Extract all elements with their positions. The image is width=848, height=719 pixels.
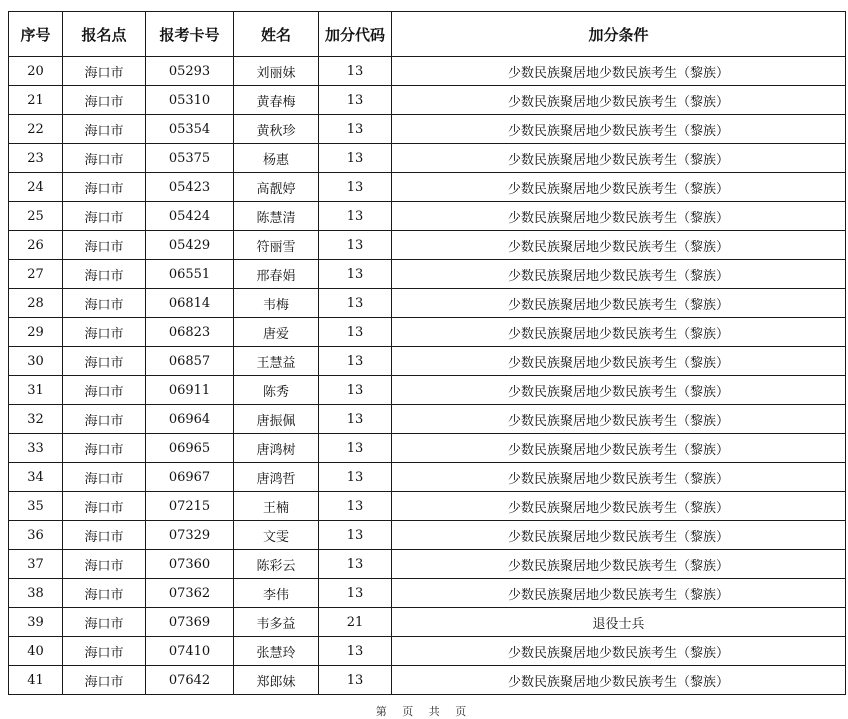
cell-registration-site: 海口市 <box>63 144 146 173</box>
table-row <box>9 202 846 231</box>
cell-bonus-code: 13 <box>319 318 392 347</box>
cell-registration-site: 海口市 <box>63 521 146 550</box>
table-row <box>9 405 846 434</box>
table-row <box>9 666 846 695</box>
cell-exam-card-number: 05354 <box>146 115 234 144</box>
cell-serial-number: 33 <box>9 434 63 463</box>
cell-bonus-condition: 少数民族聚居地少数民族考生（黎族） <box>392 86 846 115</box>
cell-exam-card-number: 07362 <box>146 579 234 608</box>
cell-name: 韦多益 <box>234 608 319 637</box>
cell-name: 王楠 <box>234 492 319 521</box>
cell-bonus-condition: 少数民族聚居地少数民族考生（黎族） <box>392 405 846 434</box>
cell-name: 陈秀 <box>234 376 319 405</box>
cell-name: 郑郎妹 <box>234 666 319 695</box>
cell-bonus-code: 13 <box>319 666 392 695</box>
cell-bonus-condition: 少数民族聚居地少数民族考生（黎族） <box>392 173 846 202</box>
cell-name: 韦梅 <box>234 289 319 318</box>
header-bonus-code: 加分代码 <box>319 12 392 57</box>
cell-serial-number: 39 <box>9 608 63 637</box>
cell-exam-card-number: 07369 <box>146 608 234 637</box>
cell-bonus-condition: 少数民族聚居地少数民族考生（黎族） <box>392 260 846 289</box>
table-row <box>9 376 846 405</box>
cell-exam-card-number: 07410 <box>146 637 234 666</box>
cell-serial-number: 20 <box>9 57 63 86</box>
cell-bonus-condition: 少数民族聚居地少数民族考生（黎族） <box>392 347 846 376</box>
cell-serial-number: 23 <box>9 144 63 173</box>
cell-serial-number: 38 <box>9 579 63 608</box>
cell-bonus-condition: 少数民族聚居地少数民族考生（黎族） <box>392 144 846 173</box>
cell-registration-site: 海口市 <box>63 231 146 260</box>
cell-name: 刘丽妹 <box>234 57 319 86</box>
cell-bonus-code: 13 <box>319 637 392 666</box>
cell-exam-card-number: 06964 <box>146 405 234 434</box>
cell-registration-site: 海口市 <box>63 579 146 608</box>
cell-registration-site: 海口市 <box>63 289 146 318</box>
cell-bonus-code: 13 <box>319 521 392 550</box>
header-serial-number: 序号 <box>9 12 63 57</box>
cell-exam-card-number: 06967 <box>146 463 234 492</box>
cell-registration-site: 海口市 <box>63 376 146 405</box>
cell-name: 李伟 <box>234 579 319 608</box>
cell-registration-site: 海口市 <box>63 57 146 86</box>
table-row <box>9 57 846 86</box>
cell-exam-card-number: 05429 <box>146 231 234 260</box>
table-row <box>9 579 846 608</box>
cell-exam-card-number: 05424 <box>146 202 234 231</box>
table-row <box>9 521 846 550</box>
cell-bonus-code: 13 <box>319 550 392 579</box>
cell-exam-card-number: 06965 <box>146 434 234 463</box>
cell-exam-card-number: 06814 <box>146 289 234 318</box>
cell-registration-site: 海口市 <box>63 347 146 376</box>
table-row <box>9 492 846 521</box>
cell-bonus-code: 13 <box>319 347 392 376</box>
cell-serial-number: 29 <box>9 318 63 347</box>
cell-serial-number: 26 <box>9 231 63 260</box>
cell-name: 王慧益 <box>234 347 319 376</box>
cell-bonus-code: 13 <box>319 144 392 173</box>
cell-registration-site: 海口市 <box>63 550 146 579</box>
header-registration-site: 报名点 <box>63 12 146 57</box>
cell-bonus-condition: 少数民族聚居地少数民族考生（黎族） <box>392 57 846 86</box>
cell-name: 邢春娟 <box>234 260 319 289</box>
cell-bonus-code: 13 <box>319 260 392 289</box>
cell-registration-site: 海口市 <box>63 434 146 463</box>
table-row <box>9 260 846 289</box>
cell-bonus-condition: 少数民族聚居地少数民族考生（黎族） <box>392 115 846 144</box>
header-name: 姓名 <box>234 12 319 57</box>
table-row <box>9 231 846 260</box>
table-row <box>9 608 846 637</box>
cell-bonus-condition: 少数民族聚居地少数民族考生（黎族） <box>392 637 846 666</box>
cell-name: 唐鸿树 <box>234 434 319 463</box>
cell-registration-site: 海口市 <box>63 173 146 202</box>
cell-name: 文雯 <box>234 521 319 550</box>
cell-name: 陈彩云 <box>234 550 319 579</box>
cell-name: 唐振佩 <box>234 405 319 434</box>
table-row <box>9 115 846 144</box>
cell-exam-card-number: 06857 <box>146 347 234 376</box>
table-row <box>9 550 846 579</box>
cell-exam-card-number: 06911 <box>146 376 234 405</box>
cell-exam-card-number: 05293 <box>146 57 234 86</box>
cell-bonus-condition: 少数民族聚居地少数民族考生（黎族） <box>392 550 846 579</box>
cell-serial-number: 21 <box>9 86 63 115</box>
cell-serial-number: 27 <box>9 260 63 289</box>
cell-bonus-condition: 少数民族聚居地少数民族考生（黎族） <box>392 202 846 231</box>
cell-bonus-condition: 少数民族聚居地少数民族考生（黎族） <box>392 666 846 695</box>
cell-bonus-code: 13 <box>319 289 392 318</box>
cell-bonus-condition: 少数民族聚居地少数民族考生（黎族） <box>392 579 846 608</box>
cell-registration-site: 海口市 <box>63 405 146 434</box>
table-row <box>9 173 846 202</box>
cell-bonus-condition: 少数民族聚居地少数民族考生（黎族） <box>392 231 846 260</box>
cell-bonus-condition: 少数民族聚居地少数民族考生（黎族） <box>392 434 846 463</box>
table-row <box>9 144 846 173</box>
cell-bonus-code: 13 <box>319 492 392 521</box>
cell-registration-site: 海口市 <box>63 463 146 492</box>
cell-bonus-code: 21 <box>319 608 392 637</box>
cell-bonus-code: 13 <box>319 57 392 86</box>
cell-registration-site: 海口市 <box>63 666 146 695</box>
cell-bonus-code: 13 <box>319 579 392 608</box>
cell-exam-card-number: 07642 <box>146 666 234 695</box>
cell-serial-number: 34 <box>9 463 63 492</box>
cell-registration-site: 海口市 <box>63 637 146 666</box>
cell-registration-site: 海口市 <box>63 608 146 637</box>
cell-name: 张慧玲 <box>234 637 319 666</box>
cell-name: 唐鸿哲 <box>234 463 319 492</box>
header-exam-card-number: 报考卡号 <box>146 12 234 57</box>
cell-serial-number: 28 <box>9 289 63 318</box>
cell-registration-site: 海口市 <box>63 86 146 115</box>
page-footer: 第 页 共 页 <box>375 705 473 718</box>
cell-registration-site: 海口市 <box>63 492 146 521</box>
cell-bonus-code: 13 <box>319 463 392 492</box>
cell-serial-number: 30 <box>9 347 63 376</box>
cell-serial-number: 31 <box>9 376 63 405</box>
cell-bonus-condition: 少数民族聚居地少数民族考生（黎族） <box>392 376 846 405</box>
cell-registration-site: 海口市 <box>63 202 146 231</box>
cell-name: 陈慧清 <box>234 202 319 231</box>
cell-serial-number: 25 <box>9 202 63 231</box>
cell-serial-number: 41 <box>9 666 63 695</box>
cell-bonus-code: 13 <box>319 231 392 260</box>
cell-serial-number: 22 <box>9 115 63 144</box>
cell-bonus-code: 13 <box>319 173 392 202</box>
cell-bonus-condition: 少数民族聚居地少数民族考生（黎族） <box>392 521 846 550</box>
table-body <box>9 57 846 695</box>
cell-exam-card-number: 06551 <box>146 260 234 289</box>
table-row <box>9 289 846 318</box>
cell-registration-site: 海口市 <box>63 260 146 289</box>
cell-bonus-condition: 退役士兵 <box>392 608 846 637</box>
cell-bonus-condition: 少数民族聚居地少数民族考生（黎族） <box>392 318 846 347</box>
cell-exam-card-number: 07360 <box>146 550 234 579</box>
cell-serial-number: 32 <box>9 405 63 434</box>
cell-bonus-code: 13 <box>319 115 392 144</box>
cell-registration-site: 海口市 <box>63 318 146 347</box>
cell-serial-number: 37 <box>9 550 63 579</box>
cell-exam-card-number: 05310 <box>146 86 234 115</box>
cell-bonus-condition: 少数民族聚居地少数民族考生（黎族） <box>392 289 846 318</box>
cell-name: 高靓婷 <box>234 173 319 202</box>
cell-exam-card-number: 07329 <box>146 521 234 550</box>
cell-name: 符丽雪 <box>234 231 319 260</box>
cell-name: 黄秋珍 <box>234 115 319 144</box>
cell-bonus-code: 13 <box>319 202 392 231</box>
cell-bonus-condition: 少数民族聚居地少数民族考生（黎族） <box>392 463 846 492</box>
cell-name: 黄春梅 <box>234 86 319 115</box>
cell-exam-card-number: 07215 <box>146 492 234 521</box>
cell-serial-number: 40 <box>9 637 63 666</box>
table-row <box>9 434 846 463</box>
cell-exam-card-number: 05423 <box>146 173 234 202</box>
cell-name: 杨惠 <box>234 144 319 173</box>
cell-bonus-code: 13 <box>319 86 392 115</box>
cell-bonus-condition: 少数民族聚居地少数民族考生（黎族） <box>392 492 846 521</box>
cell-exam-card-number: 06823 <box>146 318 234 347</box>
cell-bonus-code: 13 <box>319 434 392 463</box>
cell-serial-number: 35 <box>9 492 63 521</box>
cell-bonus-code: 13 <box>319 405 392 434</box>
cell-name: 唐爱 <box>234 318 319 347</box>
table-header-row <box>9 12 846 57</box>
cell-exam-card-number: 05375 <box>146 144 234 173</box>
header-bonus-condition: 加分条件 <box>392 12 846 57</box>
table-row <box>9 463 846 492</box>
table-row <box>9 347 846 376</box>
cell-registration-site: 海口市 <box>63 115 146 144</box>
table-row <box>9 637 846 666</box>
cell-serial-number: 24 <box>9 173 63 202</box>
cell-bonus-code: 13 <box>319 376 392 405</box>
table-row <box>9 86 846 115</box>
candidate-bonus-table <box>8 11 846 695</box>
cell-serial-number: 36 <box>9 521 63 550</box>
table-row <box>9 318 846 347</box>
